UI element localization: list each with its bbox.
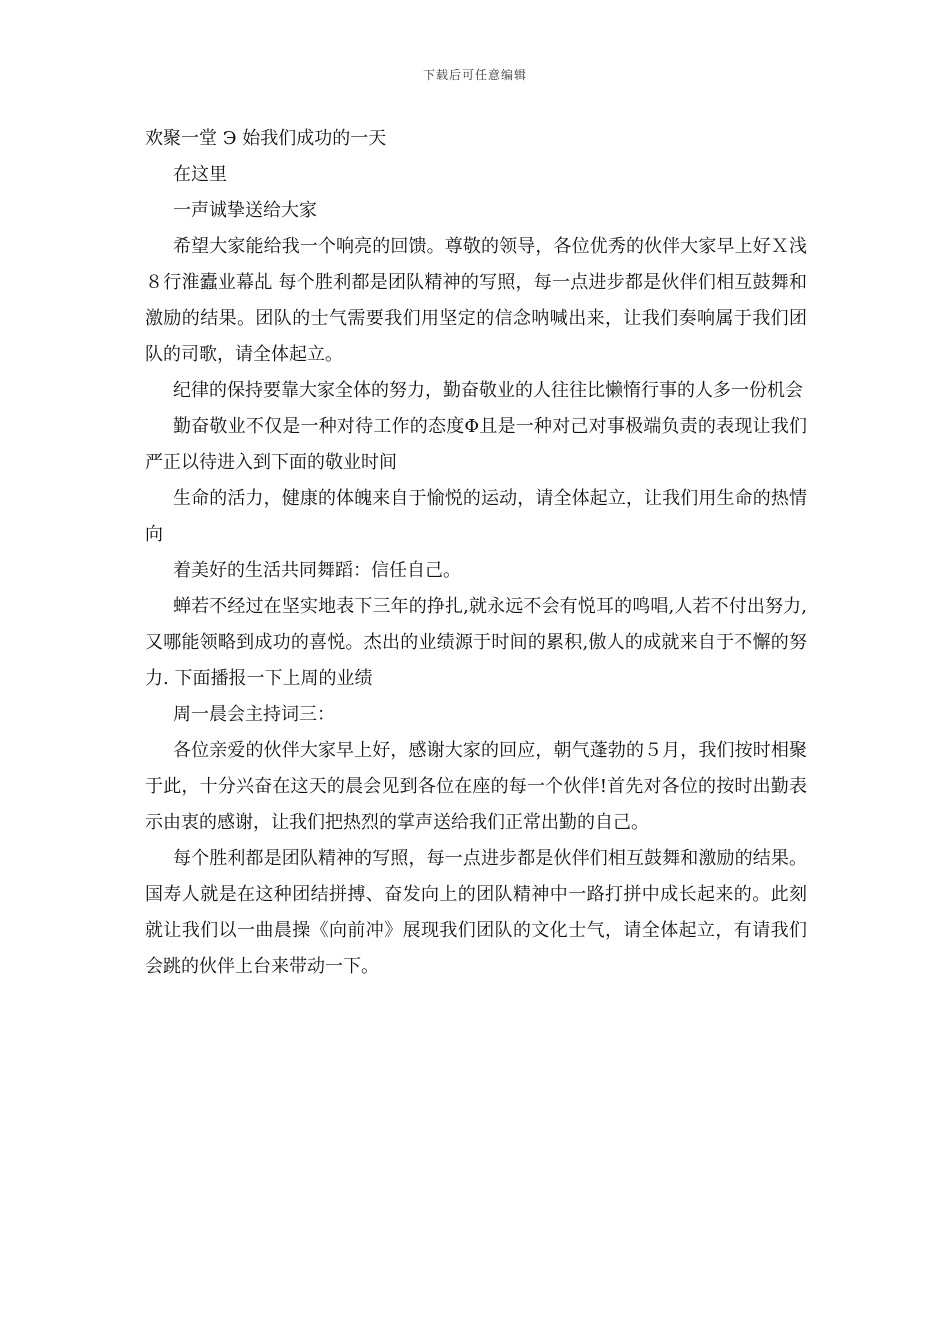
paragraph: 蝉若不经过在坚实地表下三年的挣扎,就永远不会有悦耳的鸣唱,人若不付出努力,又哪能领略到成功的喜悦。杰出的业绩源于时间的累积,傲人的成就来自于不懈的努力. 下面播报一下上周的业绩 <box>145 596 807 689</box>
page-header: 下载后可任意编辑 <box>422 68 527 82</box>
paragraph: 周一晨会主持词三： <box>173 704 335 725</box>
paragraph: 纪律的保持要靠大家全体的努力，勤奋敬业的人往往比懒惰行事的人多一份机会 <box>173 380 803 401</box>
paragraph: 每个胜利都是团队精神的写照，每一点进步都是伙伴们相互鼓舞和激励的结果。国寿人就是在这种团结拼搏、奋发向上的团队精神中一路打拼中成长起来的。此刻就让我们以一曲晨操《向前冲》展现我们团队的文化士气，请全体起立，有请我们会跳的伙伴上台来带动一下。 <box>145 848 807 977</box>
document-body <box>145 121 807 985</box>
paragraph: 生命的活力，健康的体魄来自于愉悦的运动，请全体起立，让我们用生命的热情向 <box>145 488 807 545</box>
paragraph: 在这里 <box>173 164 227 185</box>
paragraph: 各位亲爱的伙伴大家早上好，感谢大家的回应，朝气蓬勃的５月，我们按时相聚于此，十分兴奋在这天的晨会见到各位在座的每一个伙伴!首先对各位的按时出勤表示由衷的感谢，让我们把热烈的掌声送给我们正常出勤的自己。 <box>145 740 807 833</box>
paragraph: 一声诚挚送给大家 <box>173 200 317 221</box>
paragraph: 勤奋敬业不仅是一种对待工作的态度Φ且是一种对己对事极端负责的表现让我们严正以待进入到下面的敬业时间 <box>145 416 807 473</box>
paragraph: 欢聚一堂 Э 始我们成功的一天 <box>145 128 387 149</box>
paragraph: 着美好的生活共同舞蹈：信任自己。 <box>173 560 461 581</box>
paragraph: 希望大家能给我一个响亮的回馈。尊敬的领导，各位优秀的伙伴大家早上好Ｘ浅８行淮蠹业幕乩 每个胜利都是团队精神的写照，每一点进步都是伙伴们相互鼓舞和激励的结果。团队的士气需要我们用坚定的信念呐喊出来，让我们奏响属于我们团队的司歌，请全体起立。 <box>145 236 807 365</box>
